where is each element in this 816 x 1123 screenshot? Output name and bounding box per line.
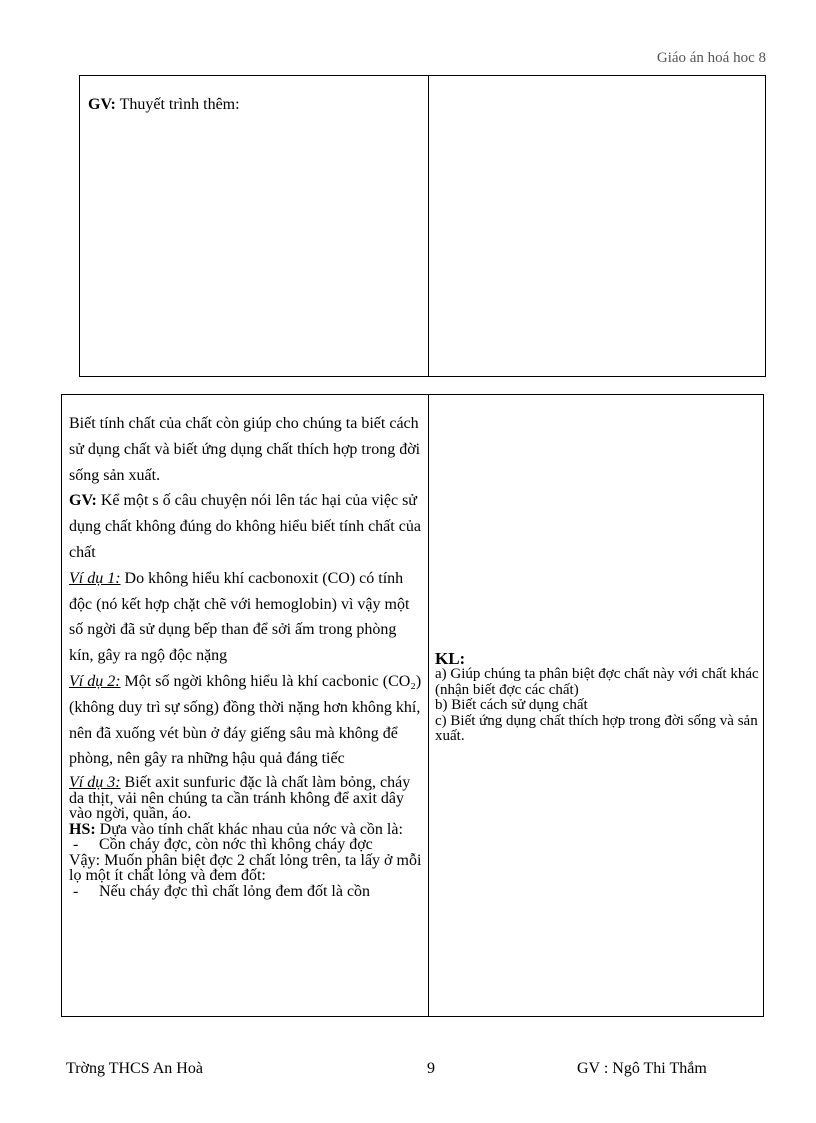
gv-label: GV: [88,96,116,113]
example-3-label: Ví dụ 3: [69,774,121,792]
example-3-text: Biết axit sunfuric đặc là chất làm bỏng, cháy da thịt, vải nên chúng ta cần tránh không để axit dây vào ngời, quần, áo. [69,774,411,823]
bullet-list-2 [69,884,422,900]
table-1 [79,75,766,377]
footer-teacher: GV : Ngô Thi Thắm [577,1060,707,1077]
list-item: - Nếu cháy đợc thì chất lỏng đem đốt là cồn [99,884,422,900]
example-2-text: Một số ngời không hiểu là khí cacbonic (CO₂) (không duy trì sự sống) đồng thời nặng hơn không khí, nên đã xuống vét bùn ở đáy giếng sâu mà không để phòng, nên gây ra những hậu quả đáng tiếc [69,672,422,768]
example-1 [69,566,422,669]
hs-label: HS: [69,820,96,838]
example-2-label: Ví dụ 2: [69,672,121,690]
example-1-label: Ví dụ 1: [69,569,121,587]
example-3 [69,775,422,822]
example-2 [69,669,422,772]
list-item: - Cồn cháy đợc, còn nớc thì không cháy đợc [99,837,422,853]
gv-text: Thuyết trình thêm: [119,96,240,113]
conclusion-box [429,395,763,745]
kl-item-b: b) Biết cách sử dụng chất [435,697,588,713]
kl-title: KL: [435,649,466,668]
example-1-text: Do không hiểu khí cacbonoxit (CO) có tính độc (nó kết hợp chặt chẽ với hemoglobin) vì vậy một số ngời đã sử dụng bếp than để sởi ấm trong phòng kín, gây ra ngộ độc nặng [69,569,410,665]
table1-left-cell [80,76,429,377]
kl-item-c: c) Biết ứng dụng chất thích hợp trong đời sống và sản xuất. [435,712,758,744]
gv-label: GV: [69,492,97,510]
gv-paragraph [69,488,422,565]
gv-text: Kể một s ố câu chuyện nói lên tác hại của việc sử dụng chất không đúng do không hiểu biết tính chất của chất [69,492,421,561]
hs-paragraph [69,822,422,838]
gv-note [80,76,428,114]
bullet-list-1 [69,837,422,853]
kl-item-a: a) Giúp chúng ta phân biệt đợc chất này với chất khác (nhận biết đợc các chất) [435,666,759,698]
hs-text: Dựa vào tính chất khác nhau của nớc và cồn là: [99,820,403,838]
intro-paragraph: Biết tính chất của chất còn giúp cho chúng ta biết cách sử dụng chất và biết ứng dụng chất thích hợp trong đời sống sản xuất. [69,415,421,484]
conclusion-paragraph: Vậy: Muốn phân biệt đợc 2 chất lỏng trên, ta lấy ở mỗi lọ một ít chất lỏng và đem đốt: [69,851,422,885]
footer-school: Trờng THCS An Hoà [66,1060,203,1077]
footer-page-number: 9 [427,1060,435,1077]
table2-left-cell [62,395,429,1017]
table2-right-cell [429,395,764,1017]
page-header: Giáo án hoá hoc 8 [656,50,766,66]
table1-right-cell [429,76,766,377]
table-2 [61,394,764,1017]
